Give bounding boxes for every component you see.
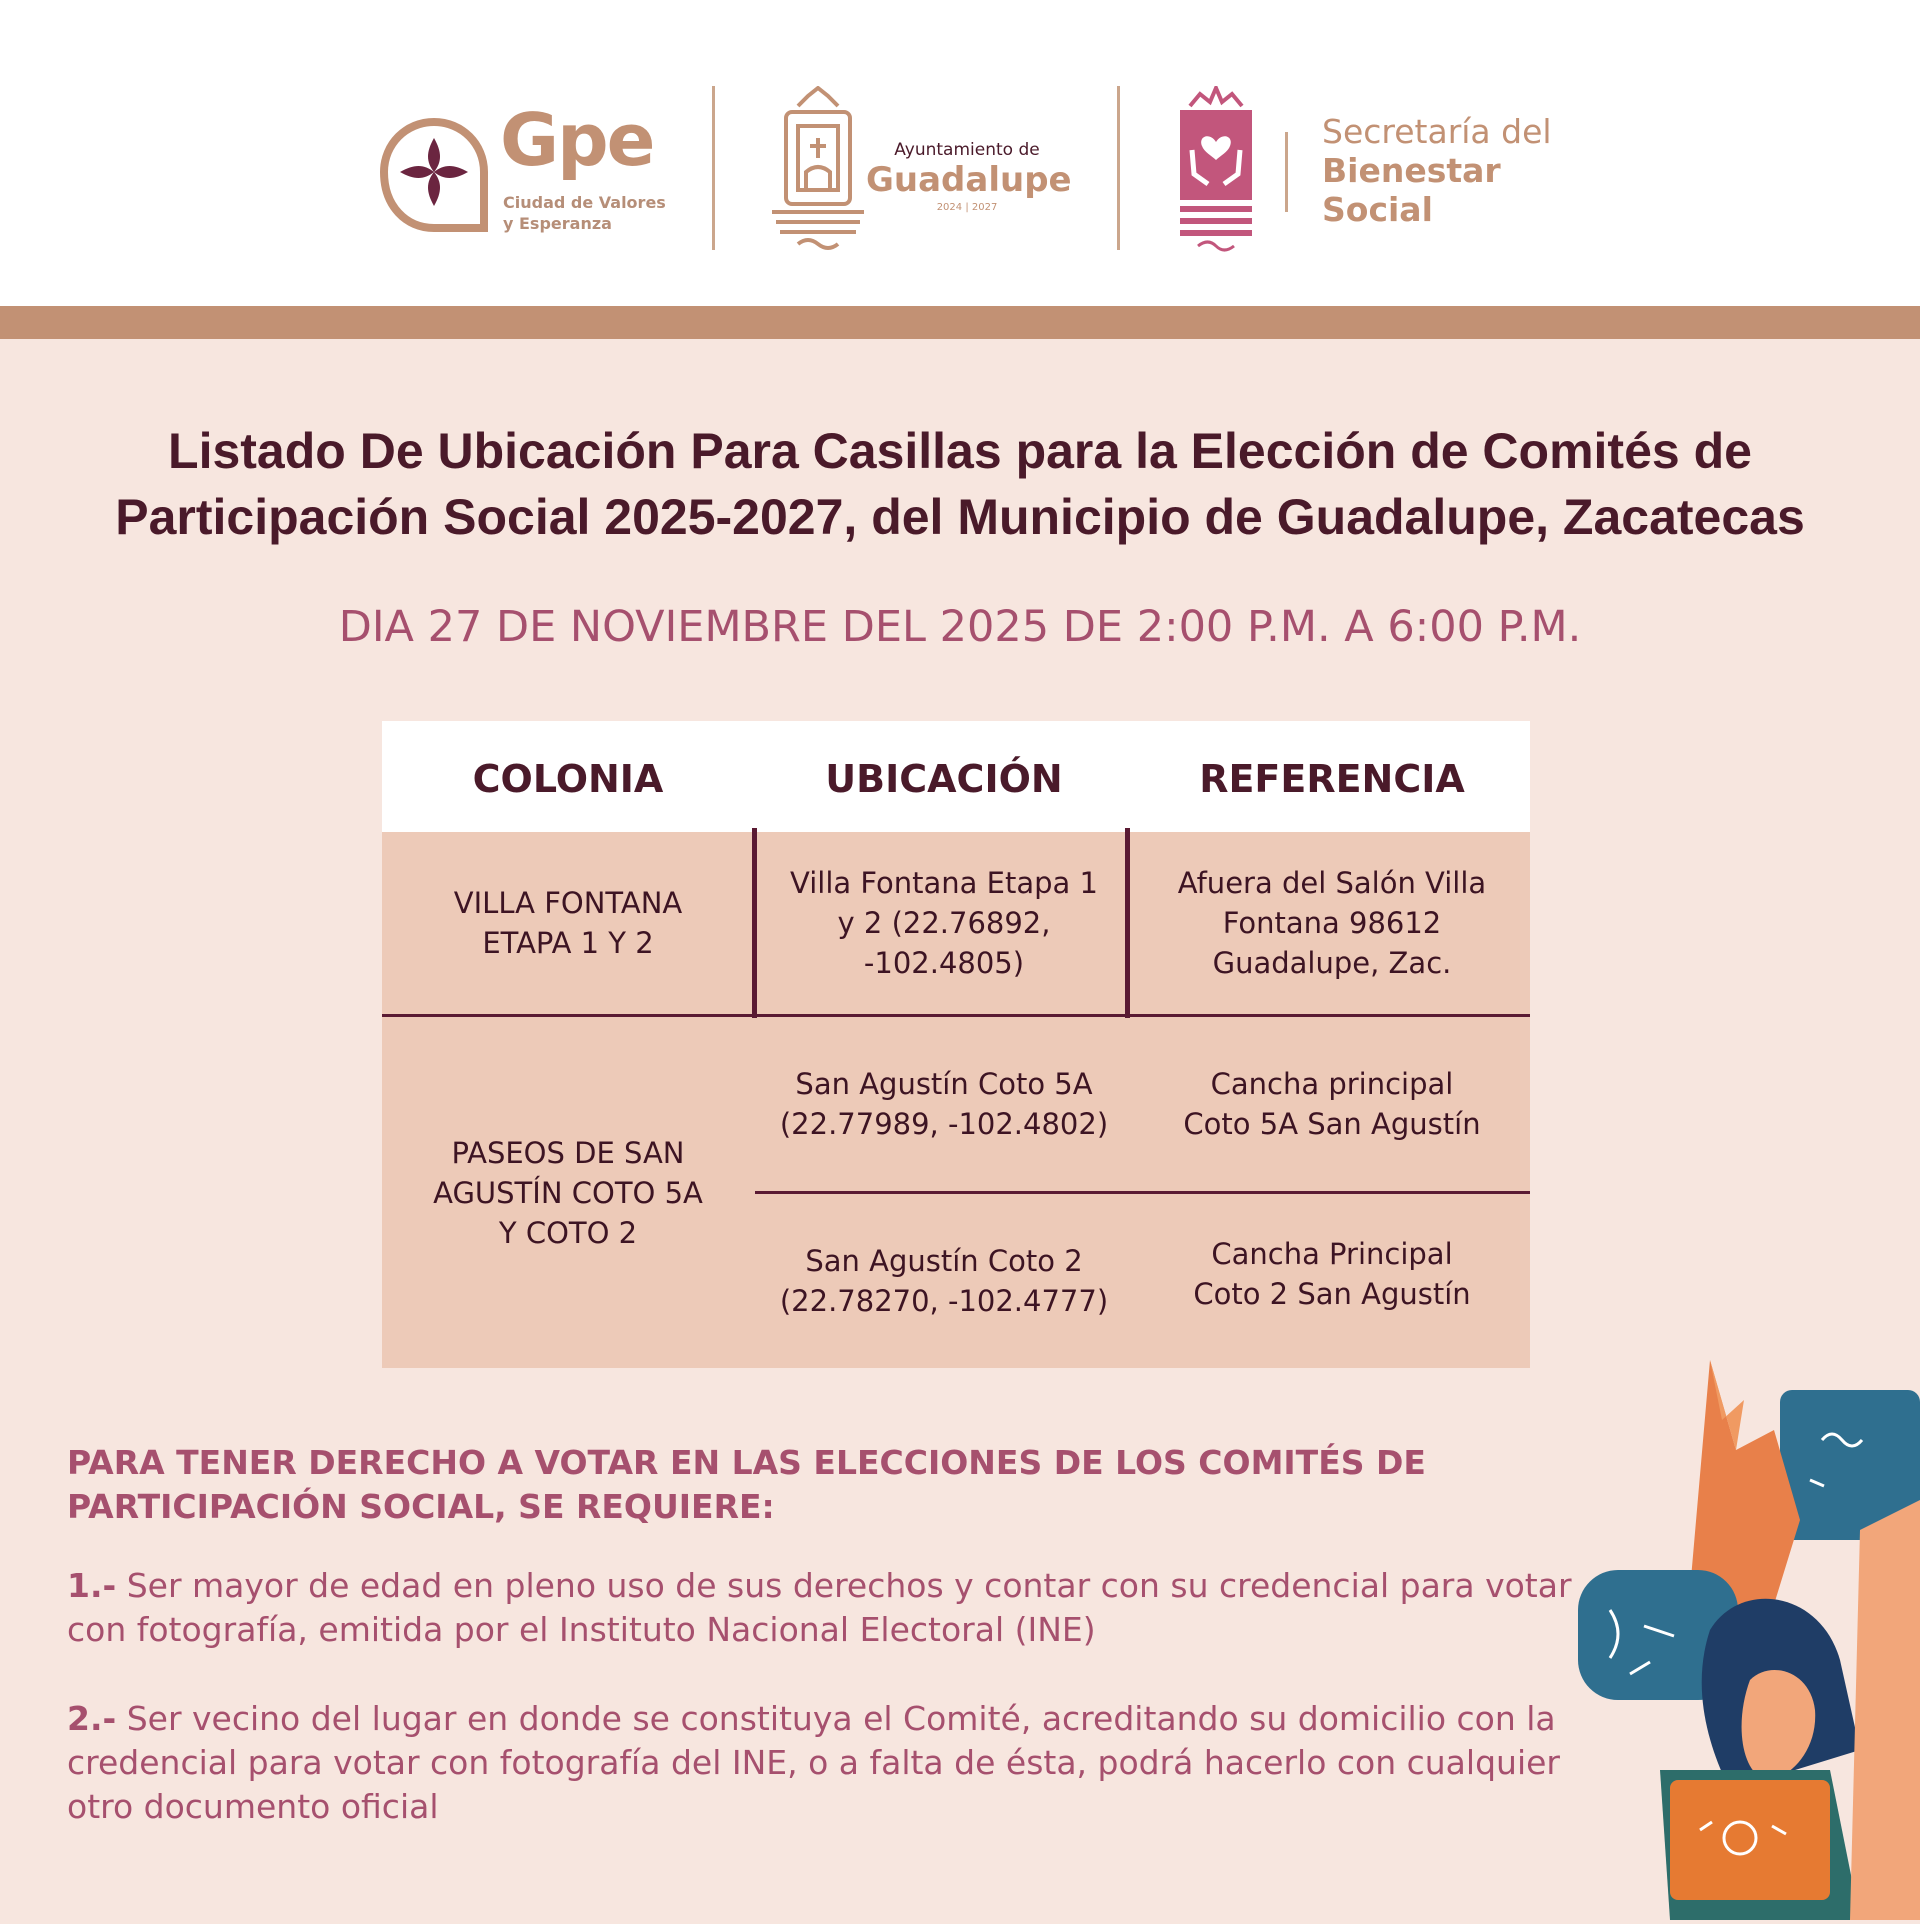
- header-referencia: REFERENCIA: [1199, 757, 1465, 801]
- table-cell-referencia: Afuera del Salón Villa Fontana 98612 Guadalupe, Zac.: [1177, 866, 1487, 980]
- ayuntamiento-years: 2024 | 2027: [936, 202, 998, 213]
- header-band: [0, 306, 1920, 339]
- requirement-item: [67, 1564, 1597, 1652]
- column-divider: [752, 828, 757, 1018]
- header-colonia: COLONIA: [472, 757, 664, 801]
- header-divider: [1117, 86, 1120, 250]
- header-divider: [712, 86, 715, 250]
- secretaria-line1: Secretaría del: [1322, 112, 1552, 151]
- secretaria-line2: Bienestar: [1322, 151, 1501, 190]
- gpe-tagline: Ciudad de Valores y Esperanza: [503, 193, 666, 233]
- raised-hands-illustration: [1560, 1330, 1920, 1924]
- requirement-text: Ser mayor de edad en pleno uso de sus derechos y contar con su credencial para votar con fotografía, emitida por el Instituto Nacional Electoral (INE): [67, 1566, 1572, 1649]
- table-cell-colonia: PASEOS DE SAN AGUSTÍN COTO 5A Y COTO 2: [433, 1135, 703, 1250]
- table-cell-referencia: Cancha principal Coto 5A San Agustín: [1183, 1067, 1481, 1141]
- table-cell-ubicacion: San Agustín Coto 5A (22.77989, -102.4802): [779, 1067, 1109, 1141]
- gpe-wordmark: Gpe: [500, 98, 654, 182]
- gpe-flower-icon: [378, 116, 490, 236]
- secretaria-divider: [1285, 132, 1288, 212]
- date-line: DIA 27 DE NOVIEMBRE DEL 2025 DE 2:00 P.M. A 6:00 P.M.: [338, 602, 1582, 652]
- requirements-title: PARA TENER DERECHO A VOTAR EN LAS ELECCIONES DE LOS COMITÉS DE PARTICIPACIÓN SOCIAL, SE REQUIERE:: [67, 1443, 1426, 1526]
- heart-hands-icon: [1176, 86, 1256, 258]
- requirement-text: Ser vecino del lugar en donde se constituya el Comité, acreditando su domicilio con la credencial para votar con fotografía del INE, o a falta de ésta, podrá hacerlo con cualquier otro documento oficial: [67, 1699, 1560, 1826]
- requirement-number: 2.-: [67, 1699, 117, 1738]
- page-title: Listado De Ubicación Para Casillas para la Elección de Comités de Participación Social 2025-2027, del Municipio de Guadalupe, Zacatecas: [115, 423, 1805, 545]
- ayuntamiento-name: Guadalupe: [866, 160, 1072, 200]
- table-cell-ubicacion: San Agustín Coto 2 (22.78270, -102.4777): [779, 1244, 1109, 1318]
- ayuntamiento-label: Ayuntamiento de: [894, 140, 1040, 160]
- header: [0, 0, 1920, 306]
- table-cell-colonia: VILLA FONTANA ETAPA 1 Y 2: [453, 886, 683, 960]
- secretaria-line3: Social: [1322, 190, 1433, 229]
- church-facade-icon: [768, 86, 868, 258]
- requirement-number: 1.-: [67, 1566, 117, 1605]
- column-divider: [1125, 828, 1130, 1018]
- table-header: [382, 721, 1530, 832]
- table-cell-referencia: Cancha Principal Coto 2 San Agustín: [1193, 1237, 1471, 1311]
- locations-table: [382, 721, 1530, 1368]
- secretaria-name: [1322, 112, 1552, 229]
- table-cell-ubicacion: Villa Fontana Etapa 1 y 2 (22.76892, -102.4805): [790, 866, 1098, 980]
- requirement-item: [67, 1697, 1597, 1829]
- header-ubicacion: UBICACIÓN: [825, 757, 1063, 801]
